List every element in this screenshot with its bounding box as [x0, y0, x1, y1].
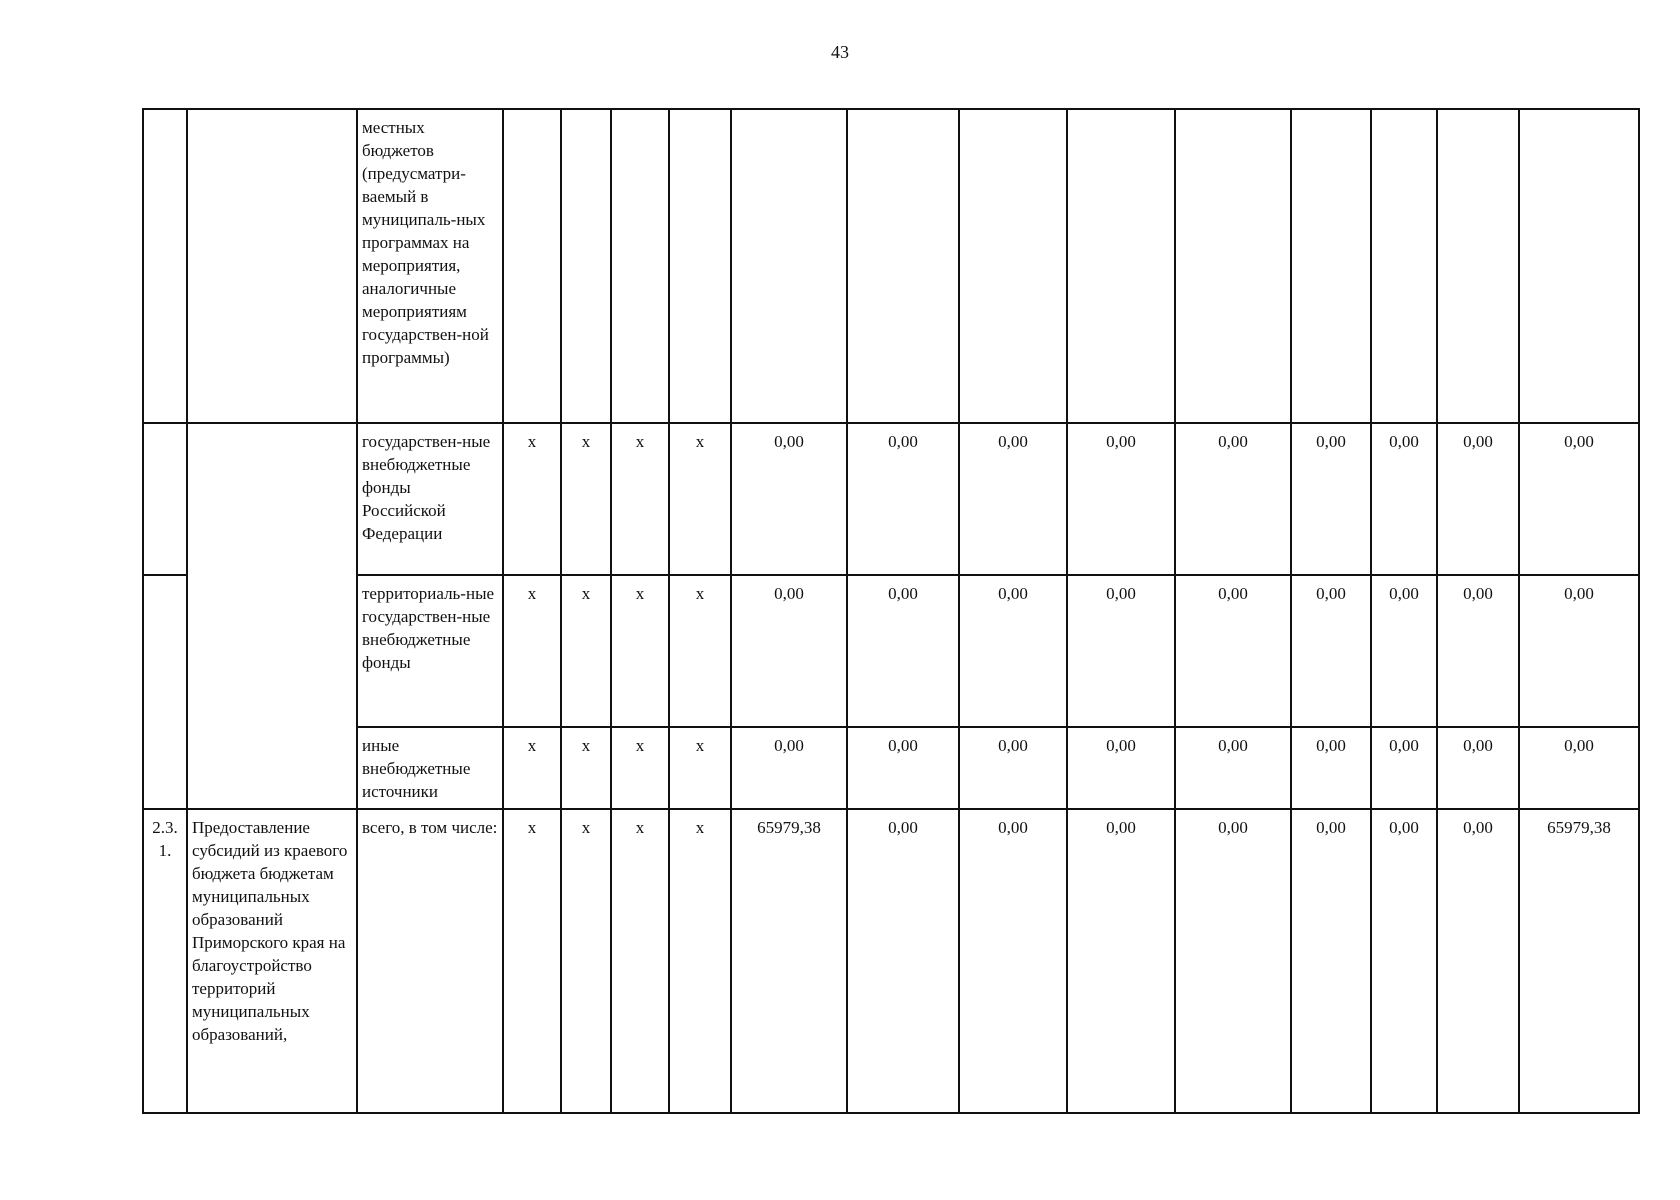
funding-source-cell: местных бюджетов (предусматри-ваемый в муниципаль-ных программах на мероприятия, аналогичные мероприятиям государствен-ной программы) [357, 109, 503, 423]
value-cell [731, 109, 847, 423]
value-cell: 0,00 [847, 727, 959, 809]
value-cell: 0,00 [731, 423, 847, 575]
event-name-cell: Предоставление субсидий из краевого бюджета бюджетам муниципальных образований Приморского края на благоустройство территорий муниципальных образований, [187, 809, 357, 1113]
table-row-subsidies [143, 809, 1639, 1113]
table-row-local-budgets [143, 109, 1639, 423]
value-cell: 65979,38 [1519, 809, 1639, 1113]
mark-cell: x [611, 423, 669, 575]
value-cell: 0,00 [1437, 809, 1519, 1113]
row-number-cell [143, 423, 187, 575]
funding-source-cell: государствен-ные внебюджетные фонды Российской Федерации [357, 423, 503, 575]
value-cell: 0,00 [1371, 727, 1437, 809]
value-cell: 0,00 [1371, 809, 1437, 1113]
value-cell: 65979,38 [731, 809, 847, 1113]
table-row-other-sources [143, 727, 1639, 809]
value-cell: 0,00 [1175, 727, 1291, 809]
event-name-cell [187, 423, 357, 809]
value-cell: 0,00 [1437, 727, 1519, 809]
value-cell: 0,00 [1437, 423, 1519, 575]
value-cell: 0,00 [847, 809, 959, 1113]
mark-cell: x [669, 727, 731, 809]
value-cell: 0,00 [1519, 727, 1639, 809]
value-cell [1175, 109, 1291, 423]
value-cell: 0,00 [1291, 809, 1371, 1113]
value-cell: 0,00 [1067, 423, 1175, 575]
table-row-territorial-funds [143, 575, 1639, 727]
mark-cell [669, 109, 731, 423]
value-cell: 0,00 [847, 423, 959, 575]
value-cell [1437, 109, 1519, 423]
value-cell [847, 109, 959, 423]
event-name-cell [187, 109, 357, 423]
mark-cell [503, 109, 561, 423]
mark-cell: x [669, 809, 731, 1113]
value-cell: 0,00 [959, 727, 1067, 809]
table-row-federal-funds [143, 423, 1639, 575]
value-cell: 0,00 [1291, 423, 1371, 575]
value-cell [959, 109, 1067, 423]
funding-source-cell: территориаль-ные государствен-ные внебюджетные фонды [357, 575, 503, 727]
mark-cell: x [503, 727, 561, 809]
value-cell [1291, 109, 1371, 423]
mark-cell [611, 109, 669, 423]
value-cell: 0,00 [1291, 727, 1371, 809]
mark-cell: x [503, 809, 561, 1113]
value-cell: 0,00 [1371, 423, 1437, 575]
value-cell: 0,00 [731, 575, 847, 727]
mark-cell [561, 109, 611, 423]
value-cell: 0,00 [1175, 575, 1291, 727]
value-cell: 0,00 [847, 575, 959, 727]
value-cell: 0,00 [1067, 809, 1175, 1113]
value-cell: 0,00 [1371, 575, 1437, 727]
mark-cell: x [561, 423, 611, 575]
value-cell [1371, 109, 1437, 423]
value-cell: 0,00 [1067, 575, 1175, 727]
value-cell: 0,00 [1175, 423, 1291, 575]
value-cell: 0,00 [1519, 423, 1639, 575]
value-cell: 0,00 [959, 809, 1067, 1113]
value-cell: 0,00 [1067, 727, 1175, 809]
row-number: 2.3. 1. [152, 818, 178, 860]
value-cell: 0,00 [1437, 575, 1519, 727]
budget-table [142, 108, 1640, 1114]
value-cell: 0,00 [1519, 575, 1639, 727]
mark-cell: x [561, 809, 611, 1113]
value-cell: 0,00 [1175, 809, 1291, 1113]
mark-cell: x [611, 727, 669, 809]
value-cell: 0,00 [959, 423, 1067, 575]
row-number-cell [143, 109, 187, 423]
row-number-cell [143, 575, 187, 809]
mark-cell: x [503, 423, 561, 575]
value-cell [1519, 109, 1639, 423]
value-cell: 0,00 [731, 727, 847, 809]
funding-source-cell: всего, в том числе: [357, 809, 503, 1113]
mark-cell: x [611, 809, 669, 1113]
mark-cell: x [503, 575, 561, 727]
mark-cell: x [561, 575, 611, 727]
mark-cell: x [561, 727, 611, 809]
value-cell [1067, 109, 1175, 423]
funding-source-cell: иные внебюджетные источники [357, 727, 503, 809]
value-cell: 0,00 [1291, 575, 1371, 727]
mark-cell: x [611, 575, 669, 727]
mark-cell: x [669, 575, 731, 727]
row-number-cell [143, 809, 187, 1113]
value-cell: 0,00 [959, 575, 1067, 727]
page-number: 43 [831, 42, 849, 62]
mark-cell: x [669, 423, 731, 575]
